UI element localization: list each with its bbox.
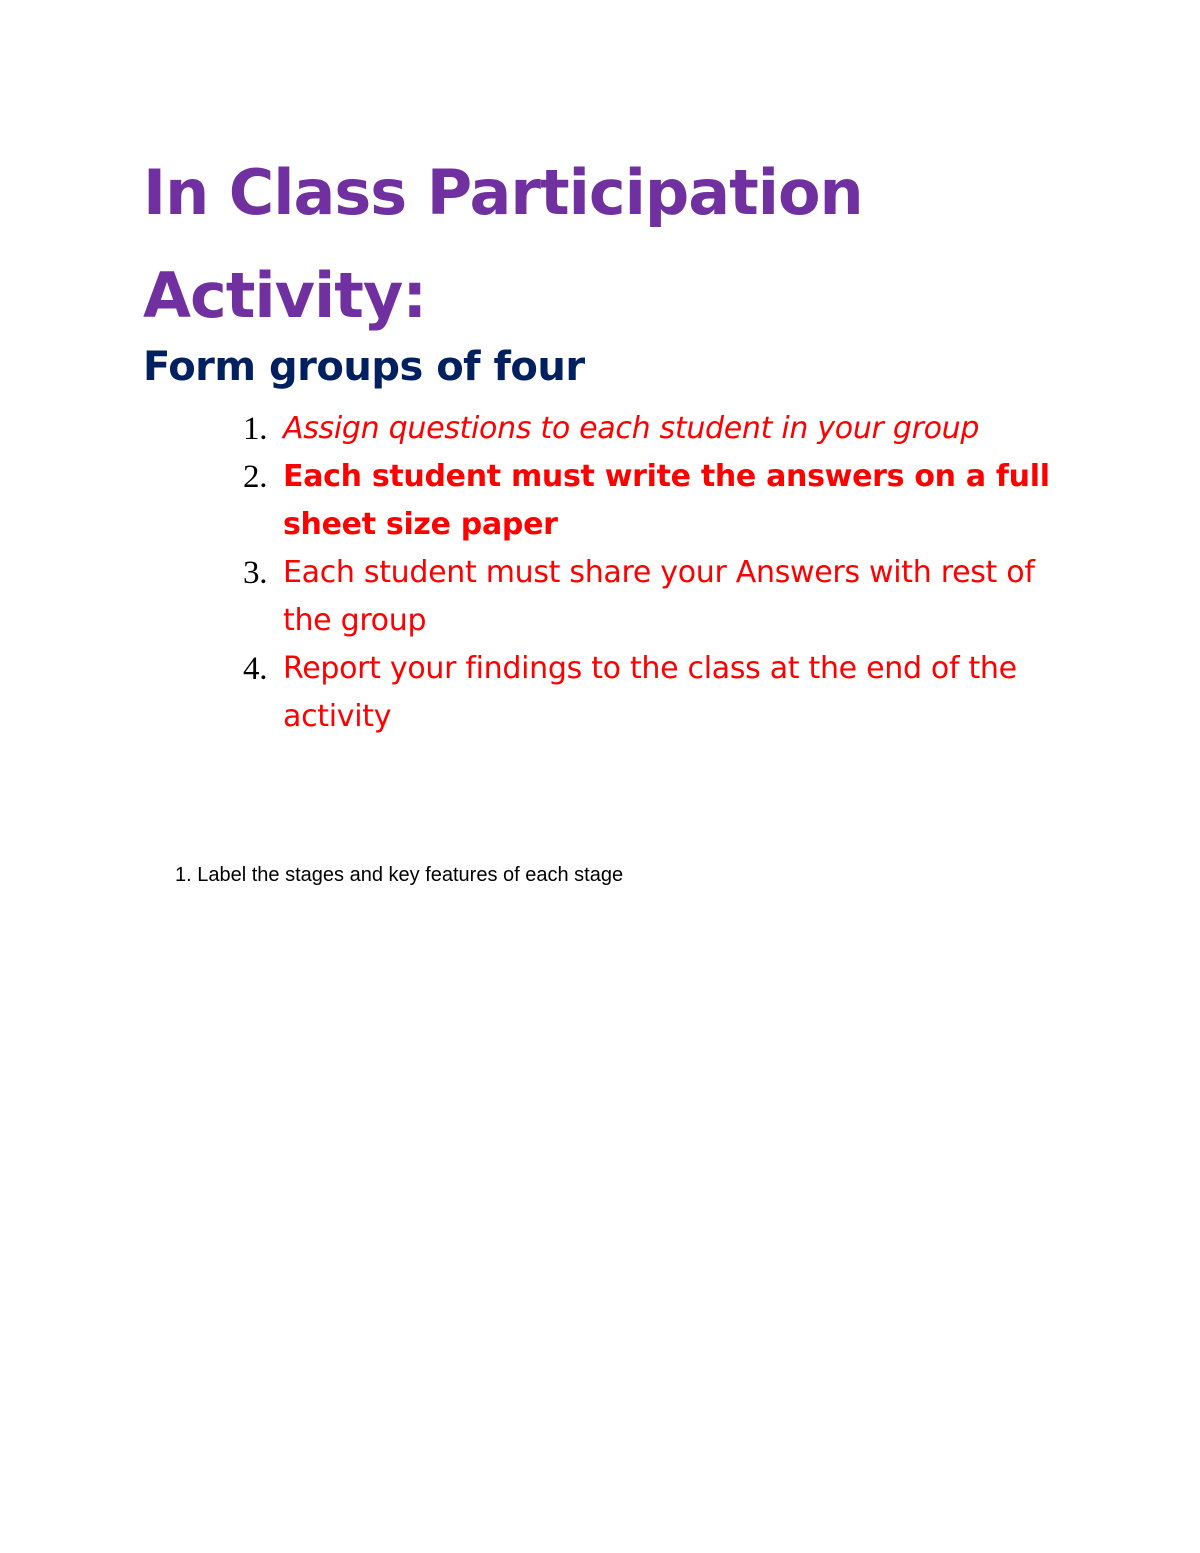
step-text: Each student must write the answers on a full sheet size paper — [283, 459, 1050, 542]
step-number: 1. — [243, 411, 268, 447]
step-text: Report your findings to the class at the end of the activity — [283, 651, 1017, 734]
step-text: Each student must share your Answers with rest of the group — [283, 555, 1035, 638]
step-text: Assign questions to each student in your group — [283, 411, 980, 446]
task-item — [175, 863, 623, 887]
steps-list — [243, 405, 1063, 741]
step-item-2 — [243, 453, 1063, 549]
step-item-4 — [243, 645, 1063, 741]
step-number: 3. — [243, 555, 268, 591]
title-line-2: Activity: — [143, 259, 427, 332]
task-text: Label the stages and key features of each stage — [197, 864, 624, 886]
task-number: 1. — [175, 864, 192, 886]
subtitle: Form groups of four — [143, 344, 585, 390]
step-item-1 — [243, 405, 1063, 453]
step-number: 2. — [243, 459, 268, 495]
title-line-1: In Class Participation — [143, 156, 863, 229]
step-number: 4. — [243, 651, 268, 687]
step-item-3 — [243, 549, 1063, 645]
